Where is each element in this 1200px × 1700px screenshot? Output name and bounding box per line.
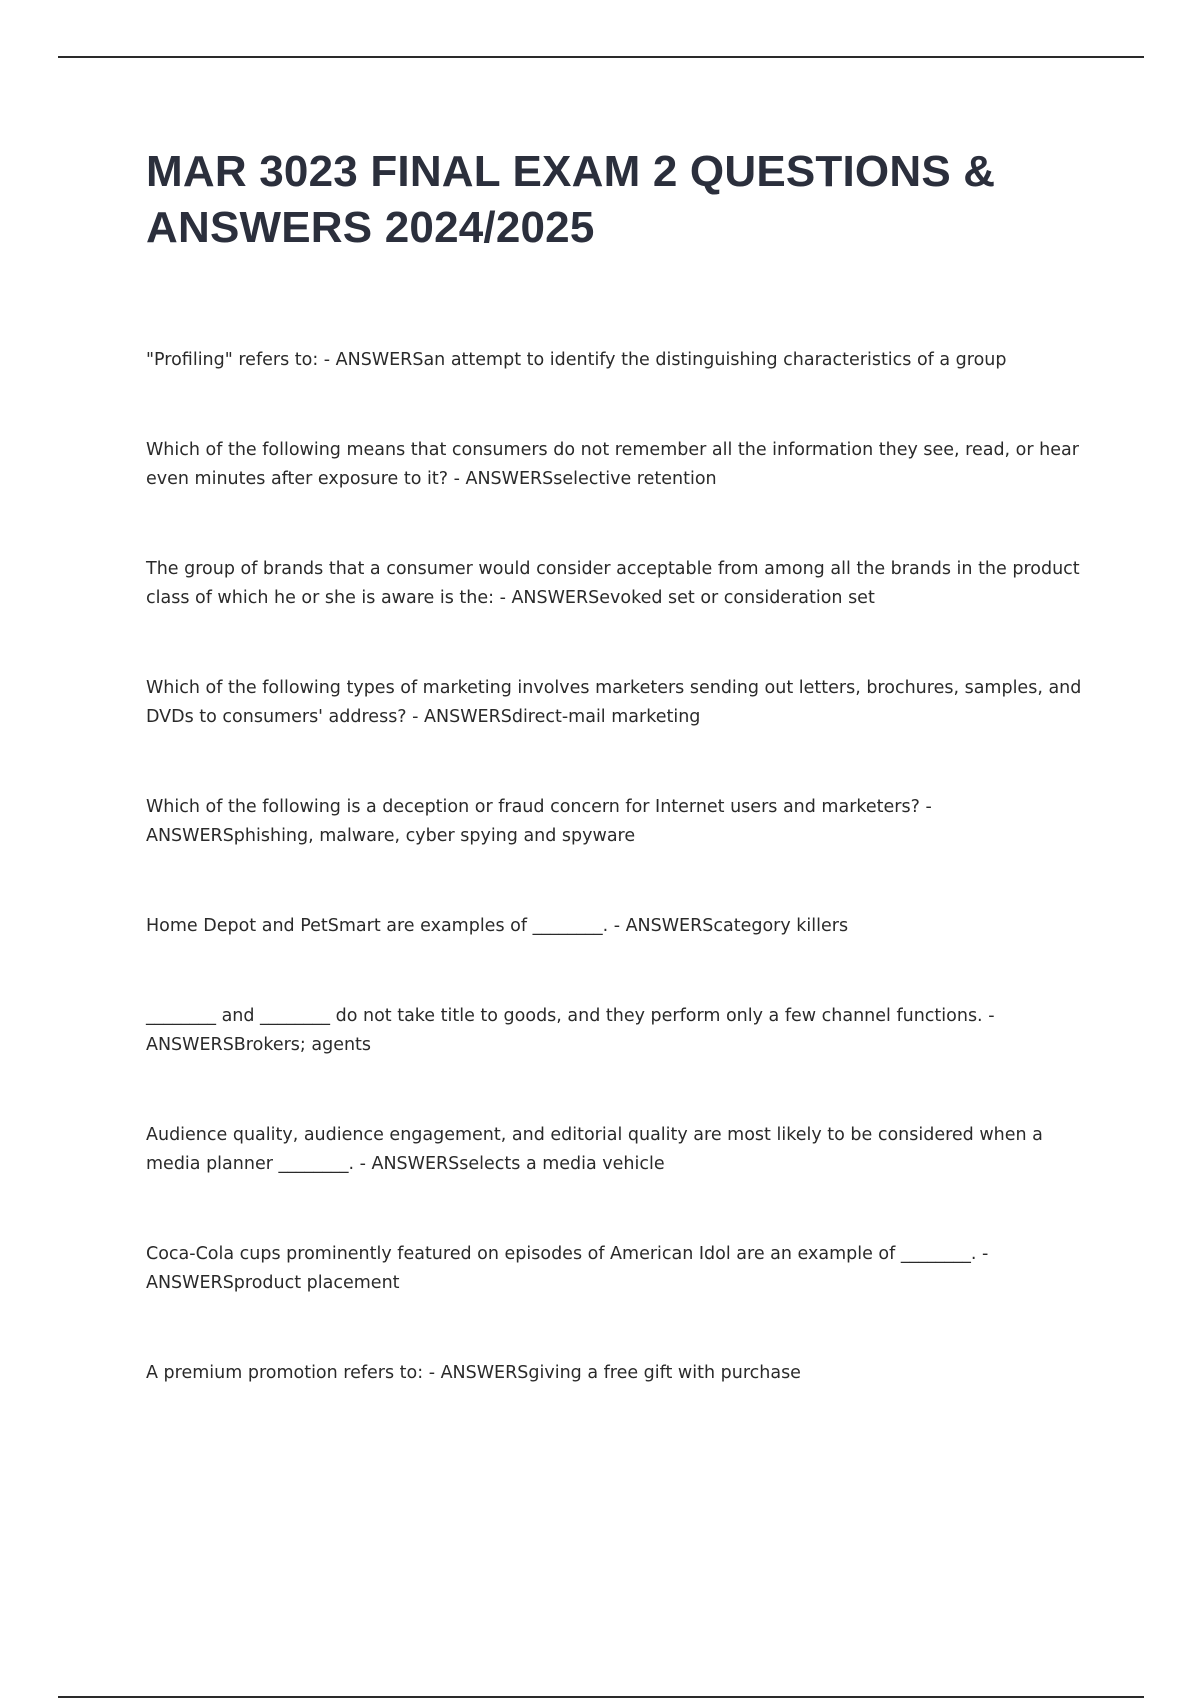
qa-item: Home Depot and PetSmart are examples of ________. - ANSWERScategory killers [146,916,849,936]
page-title: MAR 3023 FINAL EXAM 2 QUESTIONS & ANSWERS 2024/2025 [146,147,996,252]
top-rule [58,56,1144,58]
qa-item: "Profiling" refers to: - ANSWERSan attempt to identify the distinguishing characteristics of a group [146,350,1007,370]
qa-item: Coca-Cola cups prominently featured on episodes of American Idol are an example of ________. - ANSWERSproduct placement [146,1244,989,1293]
qa-list [146,346,1086,1388]
qa-item: ________ and ________ do not take title to goods, and they perform only a few channel functions. - ANSWERSBrokers; agents [146,1006,995,1055]
qa-item: Audience quality, audience engagement, and editorial quality are most likely to be considered when a media planner ________. - ANSWERSselects a media vehicle [146,1125,1043,1174]
bottom-rule [58,1696,1144,1698]
qa-item: A premium promotion refers to: - ANSWERSgiving a free gift with purchase [146,1363,801,1383]
qa-item: Which of the following is a deception or fraud concern for Internet users and marketers? - ANSWERSphishing, malware, cyber spying and spyware [146,797,932,846]
qa-item: Which of the following means that consumers do not remember all the information they see, read, or hear even minutes after exposure to it? - ANSWERSselective retention [146,440,1079,489]
qa-item: The group of brands that a consumer would consider acceptable from among all the brands in the product class of which he or she is aware is the: - ANSWERSevoked set or consideration set [146,559,1080,608]
qa-item: Which of the following types of marketing involves marketers sending out letters, brochures, samples, and DVDs to consumers' address? - ANSWERSdirect-mail marketing [146,678,1082,727]
